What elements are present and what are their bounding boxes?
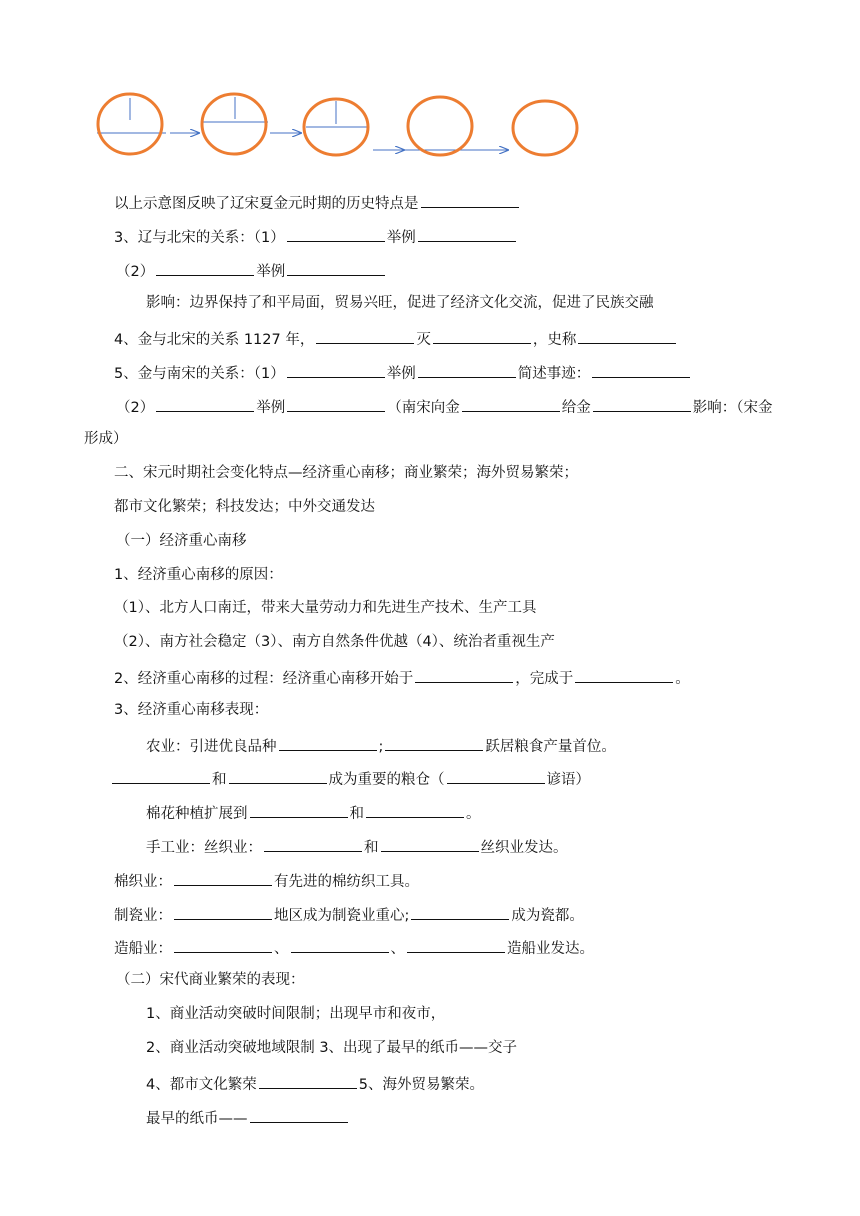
text-line-13: （1）、北方人口南迁，带来大量劳动力和先进生产技术、生产工具 [114,600,537,616]
answer-blank[interactable] [593,395,691,412]
answer-blank[interactable] [112,767,210,784]
text-line-21: 棉织业： 有先进的棉纺织工具。 [114,869,419,892]
era-circle-3 [304,99,368,155]
subsection-heading-2: （二）宋代商业繁荣的表现： [116,972,305,988]
text-line-18: 和 成为重要的粮仓（ 谚语） [110,767,590,790]
text-line-16: 3、经济重心南移表现： [114,702,269,718]
flow-diagram [0,0,860,170]
text-line-12: 1、经济重心南移的原因： [114,567,283,583]
text-line-27: 4、都市文化繁荣 5、海外贸易繁荣。 [146,1072,484,1095]
answer-blank[interactable] [174,903,272,920]
answer-blank[interactable] [174,869,272,886]
answer-blank[interactable] [156,259,254,276]
text-line-15: 2、经济重心南移的过程：经济重心南移开始于 ，完成于 。 [114,666,690,689]
answer-blank[interactable] [174,936,272,953]
text-line-22: 制瓷业： 地区成为制瓷业重心; 成为瓷都。 [114,903,584,926]
text-line-7: （2） 举例 （南宋向金 给金 影响：（宋金 [116,395,772,418]
answer-blank[interactable] [578,327,676,344]
answer-blank[interactable] [381,835,479,852]
text-line-14: （2）、南方社会稳定（3）、南方自然条件优越（4）、统治者重视生产 [114,634,555,650]
answer-blank[interactable] [385,734,483,751]
answer-blank[interactable] [287,225,385,242]
answer-blank[interactable] [462,395,560,412]
text-line-19: 棉花种植扩展到 和 。 [146,801,481,824]
answer-blank[interactable] [575,666,673,683]
answer-blank[interactable] [287,259,385,276]
text-line-4: 影响：边界保持了和平局面，贸易兴旺，促进了经济文化交流，促进了民族交融 [146,295,654,311]
answer-blank[interactable] [415,666,513,683]
text-line-10: 都市文化繁荣；科技发达；中外交通发达 [114,499,375,515]
answer-blank[interactable] [287,395,385,412]
text-line-5: 4、金与北宋的关系 1127 年， 灭 ，史称 [114,327,678,350]
text-line-3: （2） 举例 [116,259,387,282]
answer-blank[interactable] [411,903,509,920]
answer-blank[interactable] [421,191,519,208]
text-line-23: 造船业： 、 、 造船业发达。 [114,936,594,959]
answer-blank[interactable] [592,361,690,378]
answer-blank[interactable] [407,936,505,953]
answer-blank[interactable] [418,361,516,378]
text-line-28: 最早的纸币—— [146,1106,350,1129]
era-circle-2 [202,94,268,154]
text-line-17: 农业：引进优良品种 ; 跃居粮食产量首位。 [146,734,616,757]
answer-blank[interactable] [229,767,327,784]
answer-blank[interactable] [447,767,545,784]
era-circle-4 [405,97,476,155]
text-line-8: 形成） [84,431,128,447]
answer-blank[interactable] [259,1072,357,1089]
era-circle-5 [513,101,577,155]
answer-blank[interactable] [250,801,348,818]
text-line-6: 5、金与南宋的关系：（1） 举例 简述事迹： [114,361,692,384]
text-line-2: 3、辽与北宋的关系：（1） 举例 [114,225,518,248]
answer-blank[interactable] [156,395,254,412]
answer-blank[interactable] [316,327,414,344]
text-line-20: 手工业：丝织业： 和 丝织业发达。 [146,835,568,858]
answer-blank[interactable] [366,801,464,818]
answer-blank[interactable] [418,225,516,242]
section-heading-2: 二、宋元时期社会变化特点—经济重心南移；商业繁荣；海外贸易繁荣； [114,465,578,481]
text-line-26: 2、商业活动突破地域限制 3、出现了最早的纸币——交子 [146,1040,518,1056]
answer-blank[interactable] [291,936,389,953]
answer-blank[interactable] [250,1106,348,1123]
answer-blank[interactable] [264,835,362,852]
text-line-25: 1、商业活动突破时间限制；出现早市和夜市， [146,1006,446,1022]
answer-blank[interactable] [279,734,377,751]
subsection-heading-1: （一）经济重心南移 [116,533,247,549]
answer-blank[interactable] [287,361,385,378]
text-line-1: 以上示意图反映了辽宋夏金元时期的历史特点是 [114,191,521,214]
answer-blank[interactable] [433,327,531,344]
era-circle-1 [97,94,166,154]
